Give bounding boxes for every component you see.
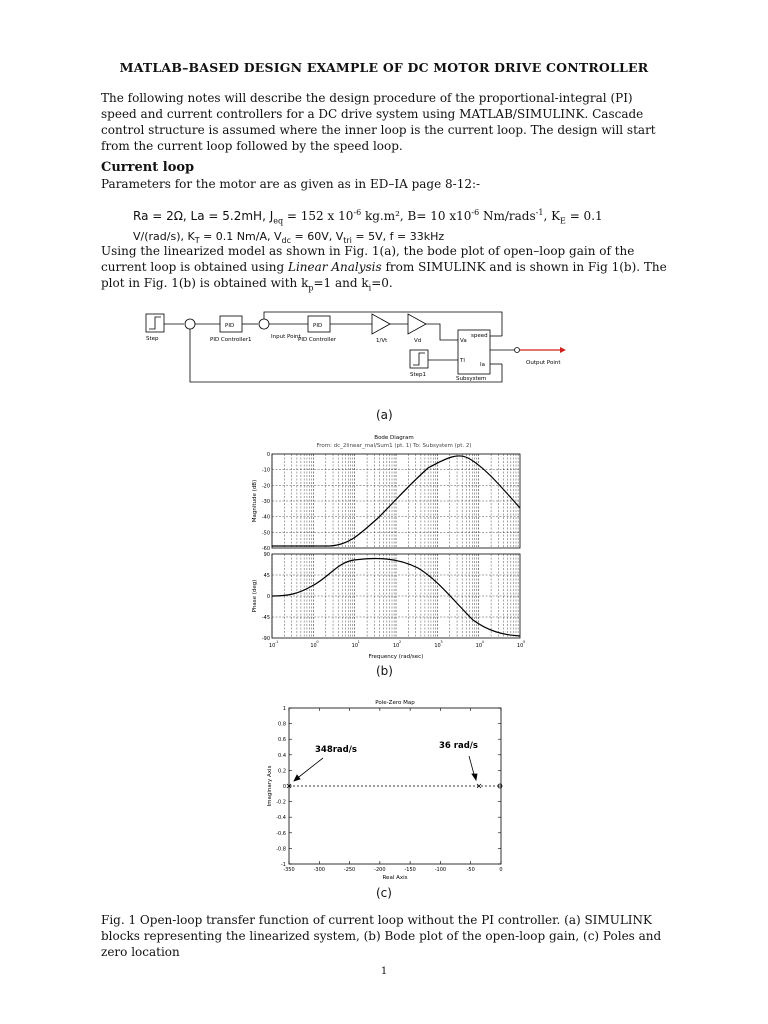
bode-freq-tick-exp: 1	[357, 640, 360, 644]
bode-freq-tick-exp: 4	[481, 640, 484, 644]
pz-x-tick-label: -100	[434, 867, 447, 873]
param-b-unit-exp: -1	[535, 208, 544, 217]
pz-y-tick-label: -0.8	[276, 846, 286, 853]
para2-a: Using the linearized model as shown in Fig. 1(a), the bode plot of open–loop gain of the current loop is obtained using	[101, 244, 635, 274]
param-ke-sub: E	[560, 216, 566, 226]
bode-freq-tick-exp: 0	[316, 640, 319, 644]
params-intro: Parameters for the motor are as given as in ED–IA page 8-12:-	[101, 177, 481, 191]
pz-y-tick-label: -0.2	[276, 799, 286, 806]
param-vtri-sub: tri	[343, 236, 352, 246]
bode-freq-tick-label: 10	[269, 643, 276, 649]
para2-c: =1 and k	[313, 276, 369, 290]
bode-phase-grid	[272, 554, 520, 638]
pz-annotation-36: 36 rad/s	[439, 741, 478, 751]
bode-phase-tick-label: 45	[263, 573, 270, 579]
pz-y-tick-label: 0.4	[278, 752, 286, 759]
param-vdc-sub: dc	[281, 236, 291, 246]
bode-title: Bode Diagram	[374, 435, 414, 441]
annotation-arrow-left	[295, 758, 323, 780]
figure-caption: Fig. 1 Open-loop transfer function of current loop without the PI controller. (a) SIMULINK blocks representing the linearized system, (b) Bode plot of the open-loop gain, (c) Poles and zero location	[101, 913, 662, 959]
pid-controller-label: PID Controller	[298, 337, 336, 343]
sum-block-2	[259, 319, 269, 329]
bode-freq-tick-label: 10	[517, 643, 524, 649]
para2-italic: Linear Analysis	[287, 260, 382, 274]
pid-controller1-label: PID Controller1	[210, 337, 252, 343]
port-va-label: Va	[460, 338, 467, 344]
bode-mag-tick-label: -30	[261, 499, 270, 505]
param-j-exp: -6	[353, 208, 362, 217]
figure-c-label: (c)	[376, 886, 392, 900]
port-speed-label: speed	[471, 333, 488, 339]
bode-freq-tick-label: 10	[351, 643, 359, 649]
param-line2d: = 5V, f = 33kHz	[351, 230, 445, 244]
param-b-exp: -6	[471, 208, 480, 217]
pole-zero-map	[265, 696, 515, 882]
bode-phase-tick-label: 90	[263, 552, 270, 558]
page-number: 1	[380, 966, 388, 977]
bode-freq-tick-label: 10	[310, 643, 317, 649]
output-point-label: Output Point	[526, 360, 561, 366]
para2-d: =0.	[371, 276, 393, 290]
para2-b: from SIMULINK and is shown in Fig 1(b). The plot in Fig. 1(b) is obtained with k	[101, 260, 667, 290]
pz-ylabel: Imaginary Axis	[267, 765, 273, 807]
param-ke: , K	[543, 209, 561, 223]
bode-phase-tick-label: -45	[261, 615, 270, 621]
pz-y-tick-label: 0.6	[278, 737, 286, 744]
pz-y-tick-label: 0.2	[278, 768, 286, 775]
pid1-text: PID	[225, 323, 235, 329]
port-tl-label: Tl	[460, 358, 465, 364]
bode-xlabel: Frequency (rad/sec)	[368, 654, 424, 660]
figure-b-label: (b)	[376, 664, 393, 678]
bode-freq-tick-label: 10	[475, 643, 483, 649]
bode-freq-tick-exp: -1	[275, 640, 279, 644]
bode-mag-ylabel: Magnitude (dB)	[252, 479, 258, 523]
param-line2a: V/(rad/s), K	[133, 230, 195, 244]
output-arrow	[560, 347, 566, 353]
para2-ki-sub: i	[368, 283, 372, 293]
bode-mag-tick-label: -50	[261, 530, 270, 537]
analysis-paragraph	[101, 243, 667, 296]
param-line2b: = 0.1 Nm/A, V	[199, 230, 282, 244]
bode-phase-tick-label: 0	[266, 594, 270, 600]
page-title: MATLAB–BASED DESIGN EXAMPLE OF DC MOTOR DRIVE CONTROLLER	[119, 60, 649, 75]
param-kt-sub: T	[194, 236, 200, 246]
pz-y-tick-label: -0.6	[276, 830, 286, 837]
param-line2c: = 60V, V	[290, 230, 344, 244]
annotation-arrowhead-right	[472, 774, 477, 780]
bode-freq-tick-exp: 3	[440, 640, 443, 644]
bode-mag-tick-label: -40	[261, 514, 270, 521]
bode-freq-tick-exp: 2	[399, 640, 402, 644]
step1-label: Step1	[410, 372, 427, 378]
param-j-val: = 152 x 10	[283, 209, 354, 223]
pz-x-tick-label: -200	[374, 867, 386, 873]
section-heading: Current loop	[101, 160, 195, 175]
pz-x-tick-label: -250	[343, 867, 356, 873]
bode-phase-tick-label: -90	[261, 636, 270, 642]
bode-mag-tick-label: 0	[266, 452, 270, 458]
param-b-unit: Nm/rads	[479, 209, 536, 223]
step-label: Step	[146, 336, 159, 342]
gain-block-2	[408, 314, 426, 334]
bode-plot	[248, 428, 538, 662]
pz-x-tick-label: -50	[466, 867, 475, 873]
pz-y-tick-label: 0.8	[278, 721, 286, 728]
param-j-unit: kg.m², B= 10 x10	[361, 209, 472, 223]
gain-block-1	[372, 314, 390, 334]
pz-y-tick-label: 0	[282, 784, 286, 790]
input-point-label: Input Point	[271, 334, 301, 340]
para2-kp-sub: p	[308, 283, 314, 293]
bode-freq-tick-exp: 5	[523, 640, 526, 644]
bode-mag-tick-label: -10	[261, 467, 270, 474]
figure-a-label: (a)	[376, 408, 393, 422]
pz-title: Pole-Zero Map	[375, 700, 415, 706]
bode-freq-tick-label: 10	[393, 643, 400, 649]
annotation-arrowhead-left	[294, 775, 300, 781]
simulink-block-diagram	[140, 308, 580, 386]
pz-y-tick-label: 1	[282, 706, 286, 712]
intro-paragraph: The following notes will describe the design procedure of the proportional-integral (PI) speed and current controllers for a DC drive system using MATLAB/SIMULINK. Cascade control structure is assumed where the inner loop is the current loop. The design will start from the current loop followed by the speed loop.	[101, 91, 656, 153]
pz-x-tick-label: -150	[404, 867, 416, 873]
pid2-text: PID	[313, 323, 323, 329]
param-jeq-sub: eq	[273, 216, 284, 226]
pz-x-tick-label: -300	[313, 867, 325, 873]
bode-subtitle: From: dc_2linear_mal/Sum1 (pt. 1) To: Subsystem (pt. 2)	[316, 443, 472, 449]
param-ra-la: Ra = 2Ω, La = 5.2mH, J	[133, 209, 274, 223]
bode-mag-tick-label: -20	[261, 483, 270, 490]
param-ke-val: = 0.1	[565, 209, 603, 223]
subsystem-label: Subsystem	[456, 376, 487, 382]
bode-phase-ylabel: Phase (deg)	[252, 579, 258, 613]
pz-x-tick-label: -350	[283, 867, 295, 873]
pz-x-tick-label: 0	[499, 867, 503, 873]
pz-annotation-348: 348rad/s	[315, 745, 357, 755]
port-ia-label: Ia	[480, 362, 485, 368]
bode-mag-tick-label: -60	[261, 546, 270, 552]
gain1-label: 1/Vt	[376, 338, 388, 344]
pz-y-tick-label: -1	[281, 862, 286, 868]
pz-xlabel: Real Axis	[382, 875, 408, 881]
pz-y-tick-label: -0.4	[276, 815, 286, 822]
gain2-label: Vd	[414, 338, 422, 344]
bode-freq-tick-label: 10	[434, 643, 441, 649]
sum-block-1	[185, 319, 195, 329]
